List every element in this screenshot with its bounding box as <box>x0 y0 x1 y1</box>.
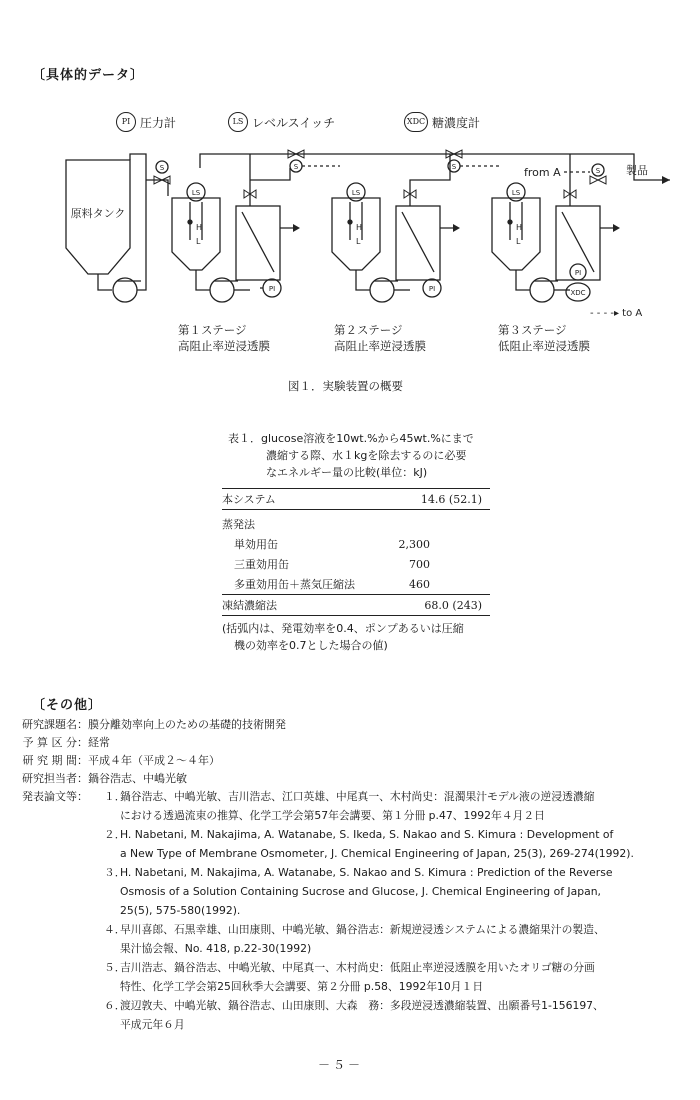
info-row <box>0 734 680 752</box>
svg-text:H: H <box>516 223 523 232</box>
publications-list <box>104 787 676 1034</box>
row-label: 単効用缶 <box>234 538 278 551</box>
svg-text:H: H <box>356 223 363 232</box>
stage-3-membrane: 低阻止率逆浸透膜 <box>498 339 590 353</box>
legend-pressure-label: 圧力計 <box>140 115 177 130</box>
project-info <box>0 716 680 788</box>
product-arrow-icon <box>662 176 670 184</box>
stage-3-solenoid-label: S <box>451 163 457 171</box>
info-value: 平成４年（平成２～４年） <box>88 754 220 767</box>
svg-text:LS: LS <box>511 189 521 197</box>
svg-text:L: L <box>356 237 361 246</box>
product-label: 製品 <box>626 164 648 177</box>
table-caption <box>228 430 474 481</box>
legend-sugar-meter <box>404 112 480 132</box>
row-label: 多重効用缶＋蒸気圧縮法 <box>234 578 355 591</box>
stage-3-label <box>498 322 590 354</box>
svg-text:PI: PI <box>268 285 276 293</box>
table-row <box>222 510 490 535</box>
row-label: 蒸発法 <box>222 518 255 531</box>
table-row <box>222 489 490 510</box>
legend-pressure <box>116 112 176 132</box>
svg-text:LS: LS <box>191 189 201 197</box>
stage-3-out-solenoid-label: S <box>595 167 601 175</box>
figure-caption: 図１．実験装置の概要 <box>288 379 403 393</box>
tank-outlet-pipe <box>98 274 112 290</box>
legend-level-switch-label: レベルスイッチ <box>252 115 336 130</box>
stage-2-membrane: 高阻止率逆浸透膜 <box>334 339 426 353</box>
table-note <box>222 620 464 654</box>
stage-3-name: 第３ステージ <box>498 323 567 337</box>
list-item: ６．渡辺敦夫、中嶋光敏、鍋谷浩志、山田康則、大森 務：多段逆浸透濃縮装置、出願番号1-156197、 平成元年６月 <box>104 999 604 1031</box>
table-note-line-2: 機の効率を0.7とした場合の値) <box>234 639 388 652</box>
legend-sugar-meter-label: 糖濃度計 <box>432 115 481 130</box>
level-switch-icon: LS <box>228 112 248 132</box>
from-a-label: from A <box>524 166 561 179</box>
info-row <box>0 752 680 770</box>
list-item: ５．吉川浩志、鍋谷浩志、中嶋光敏、中尾真一、木村尚史：低阻止率逆浸透膜を用いたオリゴ糖の分画 特性、化学工学会第25回秋季大会講要、第２分冊 p.58、1992年10月１日 <box>104 961 595 993</box>
table-caption-line-3: なエネルギー量の比較(単位：kJ) <box>266 466 428 479</box>
stage-2-label <box>334 322 426 354</box>
info-value: 鍋谷浩志、中嶋光敏 <box>88 772 187 785</box>
row-value: 68.0 (243) <box>381 595 490 616</box>
sugar-meter-icon: XDC <box>404 112 428 132</box>
stage-2-name: 第２ステージ <box>334 323 403 337</box>
row-label: 凍結濃縮法 <box>222 595 381 616</box>
svg-text:L: L <box>196 237 201 246</box>
svg-text:PI: PI <box>574 269 582 277</box>
info-row <box>0 716 680 734</box>
table-row <box>222 554 490 574</box>
list-item: １．鍋谷浩志、中嶋光敏、吉川浩志、江口英雄、中尾真一、木村尚史：混濁果汁モデル液の逆浸透濃縮 における透過流束の推算、化学工学会第57年会講要、第１分冊 p.47、1992年４月２日 <box>104 790 595 822</box>
table-caption-line-2: 濃縮する際、水１kgを除去するのに必要 <box>266 449 467 462</box>
table-row <box>222 574 490 595</box>
info-row <box>0 770 680 788</box>
stage-1-unit <box>172 154 300 302</box>
tank-label: 原料タンク <box>70 207 126 220</box>
list-item: ２．H. Nabetani, M. Nakajima, A. Watanabe, S. Ikeda, S. Nakao and S. Kimura : Development of a New Type of Membrane Osmometer, J. Chemical Engineering of Japan, 25(3), 269-274(1992). <box>104 828 634 860</box>
svg-text:LS: LS <box>351 189 361 197</box>
publications-key-row <box>0 788 88 806</box>
list-item: ３．H. Nabetani, M. Nakajima, A. Watanabe, S. Nakao and S. Kimura : Prediction of the Reverse Osmosis of a Solution Containing Sucrose and Glucose, J. Chemical Engineering of Japan, 25(5), 575-580(1992). <box>104 866 613 917</box>
row-value: 14.6 (52.1) <box>381 489 490 510</box>
data-section-title: 〔具体的データ〕 <box>32 68 145 83</box>
info-key: 研 究 期 間： <box>22 754 88 767</box>
legend-level-switch <box>228 112 335 132</box>
feed-solenoid-label: S <box>159 164 165 172</box>
stage-1-membrane: 高阻止率逆浸透膜 <box>178 339 270 353</box>
svg-text:L: L <box>516 237 521 246</box>
table-note-line-1: (括弧内は、発電効率を0.4、ポンプあるいは圧縮 <box>222 622 464 635</box>
feed-riser-pipe <box>130 154 146 290</box>
product-valve-icon <box>590 176 606 184</box>
row-value: 460 <box>409 577 430 591</box>
info-key: 研究担当者： <box>22 772 88 785</box>
svg-text:XDC: XDC <box>570 289 586 297</box>
table-row <box>222 595 490 616</box>
to-a-label: - - - -▸ to A <box>590 308 643 319</box>
process-diagram <box>50 140 670 330</box>
stage-1-name: 第１ステージ <box>178 323 247 337</box>
info-value: 膜分離効率向上のための基礎的技術開発 <box>88 718 286 731</box>
row-label: 三重効用缶 <box>234 558 289 571</box>
svg-text:H: H <box>196 223 203 232</box>
svg-text:PI: PI <box>428 285 436 293</box>
table-caption-line-1: 表１．glucose溶液を10wt.%から45wt.%にまで <box>228 432 474 445</box>
publications-key: 発表論文等： <box>22 790 88 803</box>
page-number: －５－ <box>318 1058 364 1072</box>
energy-comparison-table <box>222 488 490 616</box>
other-section-title: 〔その他〕 <box>32 698 103 713</box>
info-key: 研究課題名： <box>22 718 88 731</box>
info-key: 予 算 区 分： <box>22 736 88 749</box>
row-value: 2,300 <box>398 537 430 551</box>
list-item: ４．早川喜郎、石黒幸雄、山田康則、中嶋光敏、鍋谷浩志：新規逆浸透システムによる濃縮果汁の製造、 果汁協会報、No. 418, p.22-30(1992) <box>104 923 605 955</box>
stage-2-solenoid-label: S <box>293 163 299 171</box>
row-value <box>381 510 490 535</box>
stage-2-unit <box>332 154 460 302</box>
table-row <box>222 534 490 554</box>
stage-1-label <box>178 322 270 354</box>
info-value: 経常 <box>88 736 110 749</box>
pressure-gauge-icon: PI <box>116 112 136 132</box>
row-value: 700 <box>409 557 430 571</box>
row-label: 本システム <box>222 489 381 510</box>
